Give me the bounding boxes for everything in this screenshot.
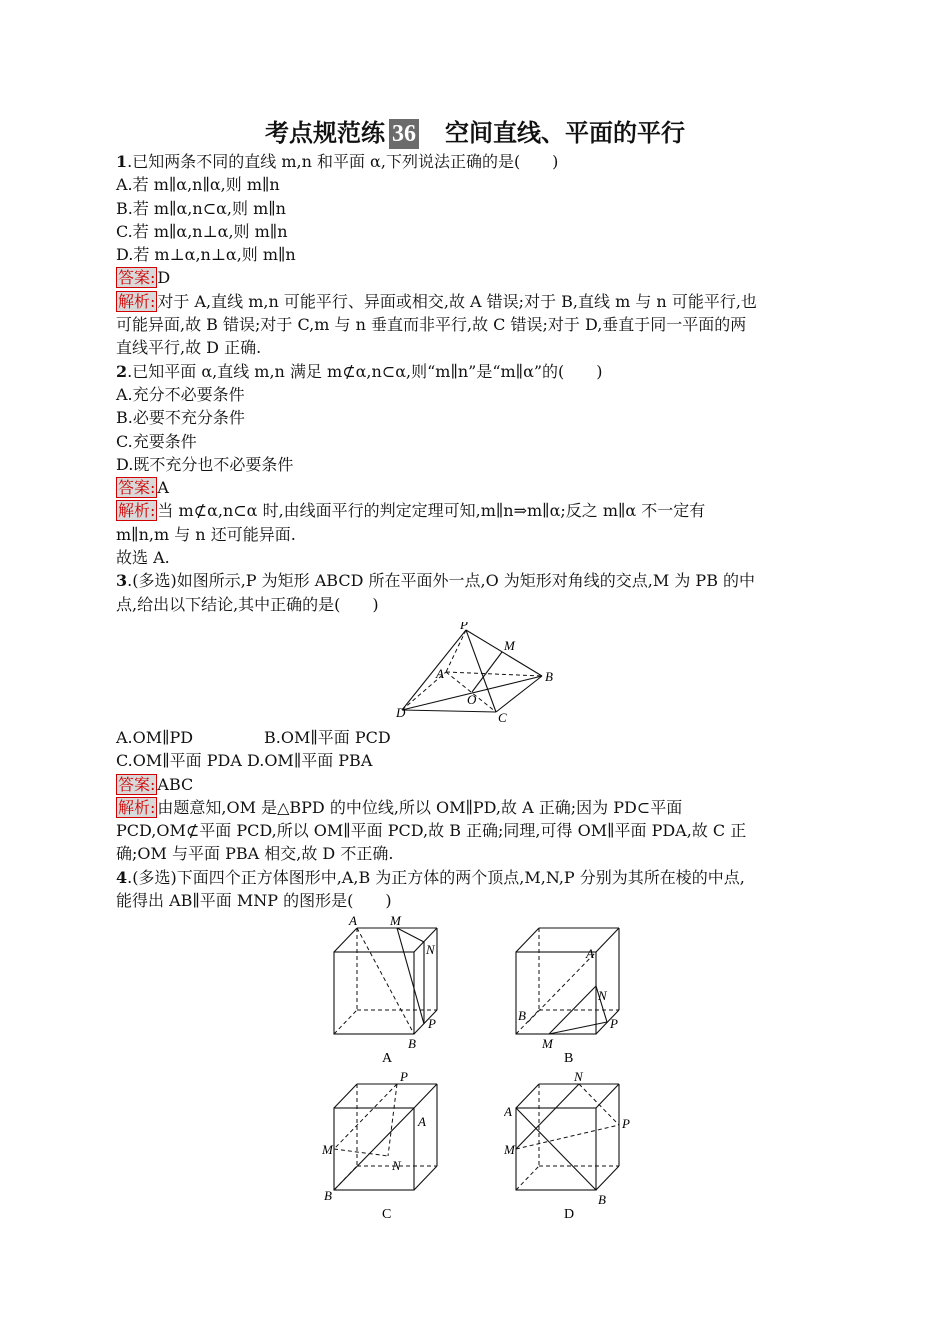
label-A: A <box>586 946 594 962</box>
option: C.充要条件 <box>116 431 197 451</box>
question-stem: .已知两条不同的直线 m,n 和平面 α,下列说法正确的是( ) <box>127 152 559 171</box>
cube-figure-d <box>504 1070 634 1220</box>
label-B: B <box>545 668 553 684</box>
question-number: 3 <box>116 571 128 591</box>
analysis-text: 故选 A. <box>116 548 170 568</box>
figure-caption: D <box>564 1207 575 1221</box>
title-text: 空间直线、平面的平行 <box>445 119 685 147</box>
question-number: 4 <box>116 867 128 887</box>
question-3 <box>116 569 836 865</box>
figure-caption: A <box>382 1051 393 1065</box>
pyramid-figure <box>396 622 566 722</box>
label-P: P <box>610 1016 618 1032</box>
question-1 <box>116 150 836 360</box>
analysis-text: PCD,OM⊄平面 PCD,所以 OM∥平面 PCD,故 B 正确;同理,可得 OM∥平面 PDA,故 C 正 <box>116 821 747 841</box>
label-M: M <box>322 1142 333 1158</box>
question-number: 2 <box>116 361 128 381</box>
analysis-text: 对于 A,直线 m,n 可能平行、异面或相交,故 A 错误;对于 B,直线 m 与 n 可能平行,也 <box>157 291 757 311</box>
question-stem: .(多选)如图所示,P 为矩形 ABCD 所在平面外一点,O 为矩形对角线的交点,M 为 PB 的中 <box>127 571 756 591</box>
analysis-text: 当 m⊄α,n⊂α 时,由线面平行的判定定理可知,m∥n⇒m∥α;反之 m∥α 不一定有 <box>157 501 706 521</box>
question-stem: .已知平面 α,直线 m,n 满足 m⊄α,n⊂α,则“m∥n”是“m∥α”的( ) <box>127 361 603 381</box>
label-O: O <box>467 691 477 707</box>
option: A.若 m∥α,n∥α,则 m∥n <box>116 175 280 195</box>
label-N: N <box>598 988 607 1004</box>
cube-figures <box>116 912 836 1222</box>
label-B: B <box>324 1188 332 1204</box>
option: D.既不充分也不必要条件 <box>116 454 294 474</box>
answer-tag: 答案: <box>118 268 156 288</box>
label-M: M <box>390 914 401 929</box>
cube-figure-a <box>322 914 452 1064</box>
label-A: A <box>349 914 357 929</box>
analysis-tag: 解析: <box>118 291 156 311</box>
label-B: B <box>408 1036 416 1052</box>
option: A.OM∥PD <box>116 727 194 747</box>
analysis-tag: 解析: <box>118 501 156 521</box>
label-B: B <box>598 1192 606 1208</box>
answer-value: A <box>157 478 169 498</box>
analysis-text: 直线平行,故 D 正确. <box>116 338 262 358</box>
label-N: N <box>392 1158 401 1174</box>
label-N: N <box>574 1070 583 1085</box>
label-P: P <box>460 621 468 632</box>
label-M: M <box>542 1036 553 1052</box>
cube-figure-b <box>504 914 634 1064</box>
label-B: B <box>518 1008 526 1024</box>
option: C.若 m∥α,n⊥α,则 m∥n <box>116 221 288 241</box>
cube-figure-c <box>322 1070 452 1220</box>
label-A: A <box>504 1104 512 1120</box>
answer-tag: 答案: <box>118 478 156 498</box>
analysis-text: 可能异面,故 B 错误;对于 C,m 与 n 垂直而非平行,故 C 错误;对于 D,垂直于同一平面的两 <box>116 315 747 335</box>
label-P: P <box>622 1116 630 1132</box>
option: D.若 m⊥α,n⊥α,则 m∥n <box>116 245 296 265</box>
title-prefix: 考点规范练 <box>265 119 385 147</box>
label-A: A <box>418 1114 426 1130</box>
label-A: A <box>436 665 444 681</box>
label-M: M <box>504 637 515 653</box>
label-P: P <box>400 1070 408 1085</box>
question-number: 1 <box>116 152 128 171</box>
figure-caption: B <box>564 1051 574 1065</box>
answer-value: ABC <box>157 774 194 794</box>
figure-caption: C <box>382 1207 392 1221</box>
analysis-text: 确;OM 与平面 PBA 相交,故 D 不正确. <box>116 844 394 864</box>
question-4 <box>116 866 836 1223</box>
question-stem: 点,给出以下结论,其中正确的是( ) <box>116 594 379 614</box>
analysis-tag: 解析: <box>118 797 156 817</box>
question-stem: .(多选)下面四个正方体图形中,A,B 为正方体的两个顶点,M,N,P 分别为其所在棱的中点, <box>127 867 745 887</box>
analysis-text: m∥n,m 与 n 还可能异面. <box>116 524 296 544</box>
option: B.OM∥平面 PCD <box>264 727 391 747</box>
label-N: N <box>426 942 435 958</box>
question-stem: 能得出 AB∥平面 MNP 的图形是( ) <box>116 891 392 911</box>
option: C.OM∥平面 PDA D.OM∥平面 PBA <box>116 751 373 771</box>
label-M: M <box>504 1142 515 1158</box>
page-title <box>0 118 950 149</box>
analysis-text: 由题意知,OM 是△BPD 的中位线,所以 OM∥PD,故 A 正确;因为 PD⊂平面 <box>157 797 683 817</box>
label-C: C <box>498 709 507 722</box>
option: B.必要不充分条件 <box>116 408 245 428</box>
label-D: D <box>396 704 406 720</box>
content <box>116 150 836 1222</box>
answer-value: D <box>157 268 171 288</box>
option: B.若 m∥α,n⊂α,则 m∥n <box>116 198 286 218</box>
answer-tag: 答案: <box>118 774 156 794</box>
option: A.充分不必要条件 <box>116 384 245 404</box>
question-2 <box>116 360 836 570</box>
label-P: P <box>428 1016 436 1032</box>
exercise-number-badge: 36 <box>389 119 419 149</box>
